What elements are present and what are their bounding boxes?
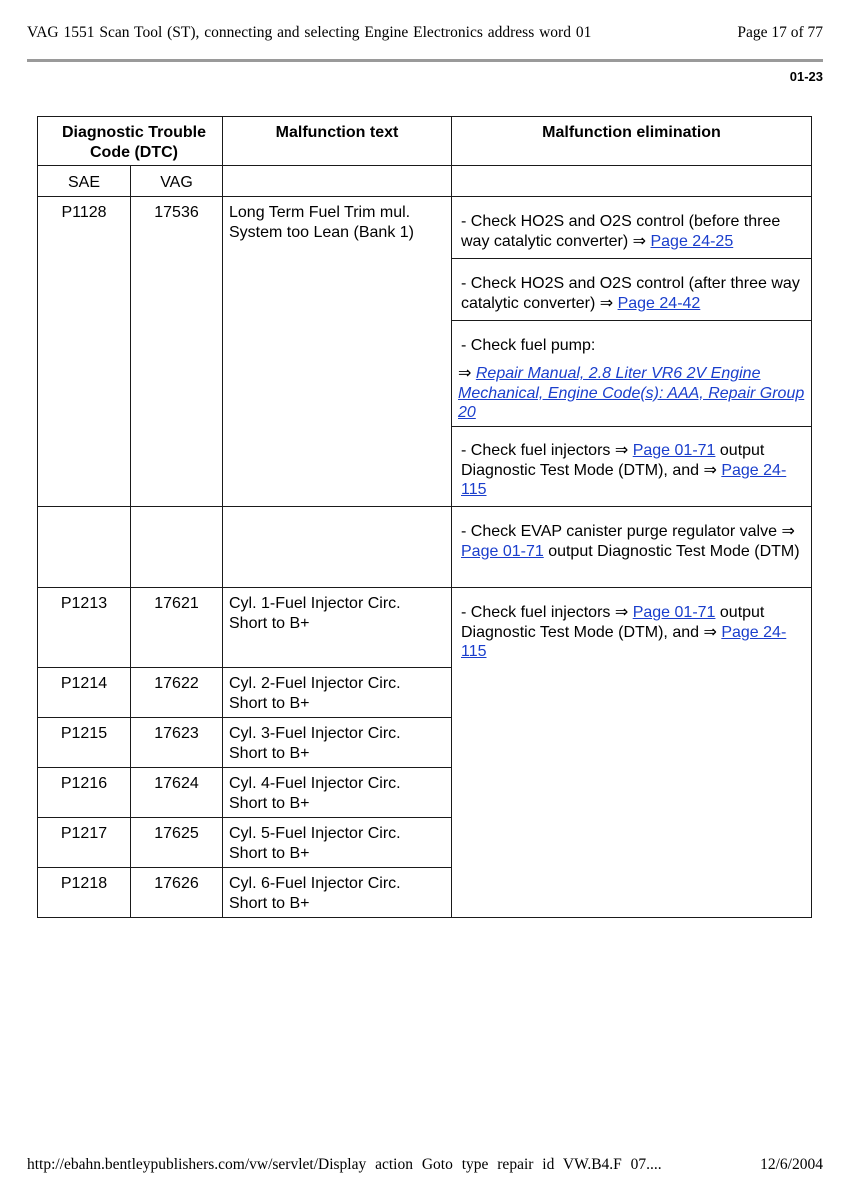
elim-ho2s-after [461, 274, 807, 313]
col-divider-text [222, 116, 223, 918]
malfunction-text: Long Term Fuel Trim mul. System too Lean (Bank 1) [229, 204, 414, 241]
table-border-bottom [37, 917, 453, 918]
elim-fuel-pump [461, 336, 807, 356]
row-divider-p1218 [37, 867, 452, 868]
header-divider [27, 59, 823, 62]
elim-text: output Diagnostic Test Mode (DTM), and [461, 442, 765, 479]
sae-code: P1128 [61, 204, 107, 221]
vag-code: 17623 [154, 725, 199, 742]
link-page-24-42[interactable]: Page 24-42 [617, 294, 701, 312]
elim-fuel-injectors-1 [461, 441, 807, 500]
arrow-icon: ⇒ [614, 442, 629, 459]
arrow-icon: ⇒ [703, 623, 717, 641]
sae-code: P1218 [60, 875, 108, 892]
link-page-24-115[interactable]: Page 24-115 [461, 623, 787, 660]
link-page-01-71[interactable]: Page 01-71 [461, 542, 544, 560]
elim-divider-2 [451, 320, 812, 321]
table-border-bottom-elim [452, 917, 812, 918]
arrow-icon: ⇒ [703, 461, 717, 479]
elim-text: - Check EVAP canister purge regulator valve [461, 523, 778, 540]
subheader-divider-row [37, 196, 812, 197]
sae-code: P1217 [60, 825, 108, 842]
subheader-vag: VAG [160, 174, 193, 191]
elim-text: - Check fuel injectors [461, 604, 611, 621]
section-code: 01-23 [789, 69, 823, 84]
link-page-24-115[interactable]: Page 24-115 [461, 461, 787, 498]
elim-ho2s-before [461, 212, 807, 251]
elim-text: output Diagnostic Test Mode (DTM) [548, 542, 800, 560]
malfunction-text: Cyl. 5-Fuel Injector Circ. Short to B+ [229, 825, 401, 862]
arrow-icon: ⇒ [458, 365, 472, 382]
malfunction-text: Cyl. 6-Fuel Injector Circ. Short to B+ [229, 875, 401, 912]
row-divider-p1214 [37, 667, 452, 668]
malfunction-text: Cyl. 2-Fuel Injector Circ. Short to B+ [229, 675, 401, 712]
elim-evap [461, 522, 807, 561]
print-date: 12/6/2004 [760, 1156, 823, 1173]
link-page-01-71[interactable]: Page 01-71 [632, 604, 716, 621]
elim-divider-1 [451, 258, 812, 259]
row-divider-p1213 [37, 587, 812, 588]
sae-code: P1214 [60, 675, 108, 692]
malfunction-text: Cyl. 3-Fuel Injector Circ. Short to B+ [229, 725, 401, 762]
elim-text: output Diagnostic Test Mode (DTM), and [461, 604, 765, 641]
link-page-24-25[interactable]: Page 24-25 [650, 232, 734, 250]
header-dtc: Diagnostic Trouble Code (DTC) [61, 124, 206, 161]
arrow-icon: ⇒ [781, 523, 795, 540]
elim-text: - Check fuel pump: [461, 337, 596, 354]
arrow-icon: ⇒ [599, 294, 614, 312]
elim-text: - Check HO2S and O2S control (before three way catalytic converter) [461, 213, 781, 250]
malfunction-text: Cyl. 1-Fuel Injector Circ. Short to B+ [229, 595, 401, 632]
elim-divider-3 [451, 426, 812, 427]
link-page-01-71[interactable]: Page 01-71 [632, 442, 716, 459]
elim-fuel-pump-link [458, 364, 808, 423]
link-repair-manual-group-20[interactable]: Repair Manual, 2.8 Liter VR6 2V Engine Mechanical, Engine Code(s): AAA, Repair Group 20 [458, 365, 805, 421]
col-divider-elim [451, 116, 452, 918]
malfunction-text: Cyl. 4-Fuel Injector Circ. Short to B+ [229, 775, 401, 812]
sae-code: P1213 [60, 595, 108, 612]
vag-code: 17622 [154, 675, 199, 692]
page-indicator: Page 17 of 77 [737, 24, 823, 41]
vag-code: 17626 [154, 875, 199, 892]
document-title: VAG 1551 Scan Tool (ST), connecting and selecting Engine Electronics address word 01 [27, 24, 592, 41]
arrow-icon: ⇒ [614, 604, 629, 621]
subheader-sae: SAE [67, 174, 100, 191]
header-malfunction-elimination: Malfunction elimination [542, 124, 721, 141]
vag-code: 17624 [154, 775, 199, 792]
row-divider-p1217 [37, 817, 452, 818]
header-divider-row [37, 165, 812, 166]
col-divider-vag [130, 165, 131, 918]
row-divider-p1215 [37, 717, 452, 718]
row-divider-p1216 [37, 767, 452, 768]
arrow-icon: ⇒ [632, 232, 647, 250]
vag-code: 17621 [154, 595, 199, 612]
sae-code: P1216 [60, 775, 108, 792]
source-url: http://ebahn.bentleypublishers.com/vw/servlet/Display action Goto type repair id VW.B4.F 07.... [27, 1156, 662, 1173]
elim-text: - Check HO2S and O2S control (after three way catalytic converter) [461, 275, 800, 312]
vag-code: 17625 [154, 825, 199, 842]
vag-code: 17536 [154, 204, 199, 221]
elim-text: - Check fuel injectors [461, 442, 611, 459]
table-border-left [37, 116, 38, 918]
table-border-top [37, 116, 812, 117]
sae-code: P1215 [60, 725, 108, 742]
elim-fuel-injectors-2 [461, 603, 807, 662]
row-divider-evap [37, 506, 812, 507]
header-malfunction-text: Malfunction text [275, 124, 399, 141]
table-border-right [811, 116, 812, 918]
